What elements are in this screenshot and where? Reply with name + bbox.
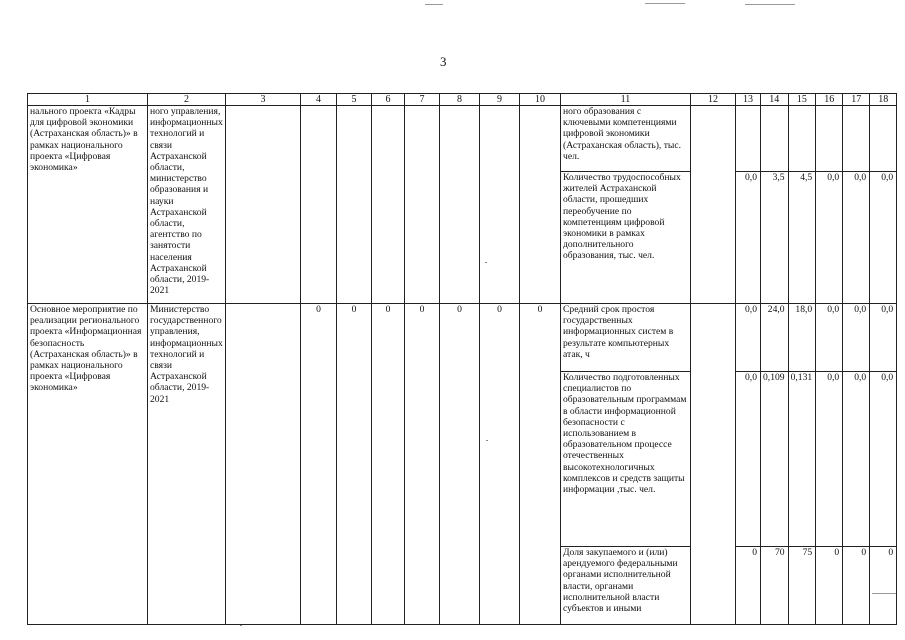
header-row xyxy=(28,94,897,106)
value-cell: 0 xyxy=(816,547,843,625)
event-name-cell: нального проекта «Кадры для цифровой экономики (Астраханская область)» в рамках национального проекта «Цифровая экономика» xyxy=(28,106,148,304)
indicator-cell: Доля закупаемого и (или) арендуемого федеральными органами исполнительной власти, органами исполнительной власти субъектов и иными xyxy=(561,547,691,625)
empty-cell xyxy=(440,106,480,304)
value-cell: 0,0 xyxy=(736,172,761,304)
indicator-cell: Количество трудоспособных жителей Астраханской области, прошедших переобучение по компетенциям цифровой экономики в рамках дополнительного образования, тыс. чел. xyxy=(561,172,691,304)
value-cell: 0,131 xyxy=(788,372,816,547)
scan-artifact xyxy=(645,3,685,4)
value-cell: 0,0 xyxy=(736,372,761,547)
empty-cell xyxy=(337,106,372,304)
header-cell: 9 xyxy=(480,94,520,106)
indicator-cell: Средний срок простоя государственных информационных систем в результате компьютерных атак, ч xyxy=(561,304,691,372)
header-cell: 3 xyxy=(226,94,301,106)
value-cell: 0,0 xyxy=(870,372,897,547)
value-cell: 0 xyxy=(480,304,520,625)
value-cell: 18,0 xyxy=(788,304,816,372)
scan-artifact xyxy=(486,440,488,441)
table-row xyxy=(28,106,897,172)
empty-cell xyxy=(520,106,561,304)
indicator-cell: Количество подготовленных специалистов по образовательным программам в области информационной безопасности с использованием в образовательном процессе отечественных высокотехнологичных комплексов и средств защиты информации ,тыс. чел. xyxy=(561,372,691,547)
value-cell: 0,0 xyxy=(870,304,897,372)
header-cell: 12 xyxy=(691,94,736,106)
header-cell: 1 xyxy=(28,94,148,106)
value-cell xyxy=(870,106,897,172)
empty-cell xyxy=(226,304,301,625)
value-cell: 0 xyxy=(520,304,561,625)
value-cell xyxy=(843,106,870,172)
value-cell: 0 xyxy=(843,547,870,625)
empty-cell xyxy=(226,106,301,304)
value-cell: 0 xyxy=(301,304,337,625)
empty-cell xyxy=(372,106,405,304)
header-cell: 6 xyxy=(372,94,405,106)
value-cell: 0,0 xyxy=(816,372,843,547)
value-cell: 70 xyxy=(761,547,789,625)
empty-cell xyxy=(691,106,736,304)
value-cell: 0,0 xyxy=(843,372,870,547)
indicators-table xyxy=(27,93,897,625)
header-cell: 11 xyxy=(561,94,691,106)
value-cell: 0 xyxy=(440,304,480,625)
header-cell: 13 xyxy=(736,94,761,106)
value-cell: 0,0 xyxy=(816,172,843,304)
table-row xyxy=(28,304,897,372)
value-cell: 0,0 xyxy=(736,304,761,372)
value-cell: 0 xyxy=(405,304,440,625)
event-name-cell: Основное мероприятие по реализации регионального проекта «Информационная безопасность (Астраханская область)» в рамках национального проекта «Цифровая экономика» xyxy=(28,304,148,625)
value-cell: 0,0 xyxy=(843,172,870,304)
scan-artifact xyxy=(425,4,443,5)
value-cell xyxy=(761,106,789,172)
header-cell: 10 xyxy=(520,94,561,106)
scan-artifact xyxy=(872,593,896,594)
value-cell xyxy=(788,106,816,172)
value-cell: 0,0 xyxy=(843,304,870,372)
value-cell: 0,0 xyxy=(816,304,843,372)
value-cell: 0 xyxy=(372,304,405,625)
scan-artifact xyxy=(745,4,795,5)
header-cell: 8 xyxy=(440,94,480,106)
value-cell: 0 xyxy=(870,547,897,625)
value-cell: 0 xyxy=(736,547,761,625)
value-cell: 24,0 xyxy=(761,304,789,372)
executor-cell: ного управления, информационных технологий и связи Астраханской области, министерство образования и науки Астраханской области, агентство по занятости населения Астраханской области, 2019-2021 xyxy=(148,106,226,304)
value-cell: 0,109 xyxy=(761,372,789,547)
value-cell xyxy=(816,106,843,172)
header-cell: 15 xyxy=(788,94,816,106)
scan-artifact xyxy=(240,625,242,626)
indicator-cell: ного образования с ключевыми компетенциями цифровой экономики (Астраханская область), тыс. чел. xyxy=(561,106,691,172)
header-cell: 5 xyxy=(337,94,372,106)
value-cell: 3,5 xyxy=(761,172,789,304)
executor-cell: Министерство государственного управления, информационных технологий и связи Астраханской области, 2019-2021 xyxy=(148,304,226,625)
empty-cell xyxy=(405,106,440,304)
header-cell: 17 xyxy=(843,94,870,106)
header-cell: 2 xyxy=(148,94,226,106)
empty-cell xyxy=(480,106,520,304)
header-cell: 16 xyxy=(816,94,843,106)
header-cell: 7 xyxy=(405,94,440,106)
header-cell: 18 xyxy=(870,94,897,106)
header-cell: 14 xyxy=(761,94,789,106)
value-cell: 4,5 xyxy=(788,172,816,304)
value-cell: 75 xyxy=(788,547,816,625)
value-cell: 0,0 xyxy=(870,172,897,304)
scan-artifact xyxy=(485,262,487,263)
empty-cell xyxy=(691,304,736,625)
value-cell xyxy=(736,106,761,172)
page-number: 3 xyxy=(440,54,447,69)
header-cell: 4 xyxy=(301,94,337,106)
empty-cell xyxy=(301,106,337,304)
value-cell: 0 xyxy=(337,304,372,625)
